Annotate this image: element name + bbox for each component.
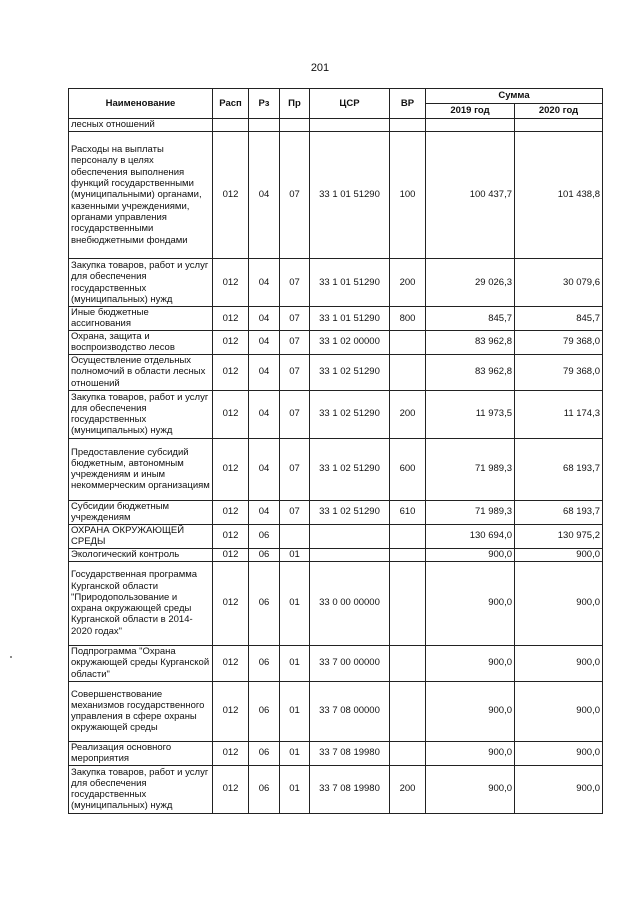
table-cell-name: Закупка товаров, работ и услуг для обеспечения государственных (муниципальных) нужд	[69, 259, 213, 307]
table-cell-rz	[249, 119, 280, 132]
table-row	[69, 132, 603, 259]
table-cell-pr: 07	[280, 307, 310, 331]
col-header-rasp: Расп	[213, 89, 249, 119]
table-cell-pr: 07	[280, 330, 310, 354]
table-cell-2019: 845,7	[426, 307, 515, 331]
table-row	[69, 741, 603, 765]
table-cell-2020: 900,0	[515, 741, 603, 765]
table-cell-csr	[310, 548, 390, 561]
table-cell-2019: 83 962,8	[426, 354, 515, 390]
table-cell-name: Закупка товаров, работ и услуг для обеспечения государственных (муниципальных) нужд	[69, 765, 213, 813]
table-cell-vr: 610	[390, 500, 426, 524]
table-cell-2020: 101 438,8	[515, 132, 603, 259]
table-row	[69, 548, 603, 561]
table-cell-name: Осуществление отдельных полномочий в области лесных отношений	[69, 354, 213, 390]
table-cell-csr: 33 1 02 51290	[310, 390, 390, 438]
table-cell-csr: 33 1 02 00000	[310, 330, 390, 354]
table-cell-2019: 83 962,8	[426, 330, 515, 354]
table-cell-2020: 900,0	[515, 765, 603, 813]
table-cell-rz: 06	[249, 561, 280, 645]
table-cell-rz: 04	[249, 330, 280, 354]
table-cell-csr: 33 7 00 00000	[310, 645, 390, 681]
table-cell-pr: 01	[280, 681, 310, 741]
table-cell-2019: 29 026,3	[426, 259, 515, 307]
col-header-csr: ЦСР	[310, 89, 390, 119]
table-cell-rasp: 012	[213, 259, 249, 307]
table-cell-2019: 900,0	[426, 741, 515, 765]
table-cell-rasp: 012	[213, 561, 249, 645]
table-cell-pr: 01	[280, 561, 310, 645]
table-row	[69, 524, 603, 548]
table-cell-2019: 71 989,3	[426, 438, 515, 500]
table-cell-2019: 900,0	[426, 561, 515, 645]
table-cell-2019: 130 694,0	[426, 524, 515, 548]
table-row	[69, 645, 603, 681]
table-cell-pr: 01	[280, 645, 310, 681]
table-cell-vr: 200	[390, 259, 426, 307]
col-header-pr: Пр	[280, 89, 310, 119]
table-cell-pr: 01	[280, 741, 310, 765]
table-cell-2020: 845,7	[515, 307, 603, 331]
table-cell-vr	[390, 645, 426, 681]
table-cell-name: Иные бюджетные ассигнования	[69, 307, 213, 331]
col-header-name: Наименование	[69, 89, 213, 119]
table-cell-2019: 11 973,5	[426, 390, 515, 438]
table-cell-2019	[426, 119, 515, 132]
table-cell-rasp: 012	[213, 548, 249, 561]
col-header-2019: 2019 год	[426, 104, 515, 119]
table-cell-vr: 600	[390, 438, 426, 500]
table-row	[69, 354, 603, 390]
table-row	[69, 259, 603, 307]
table-cell-vr: 100	[390, 132, 426, 259]
table-cell-rz: 06	[249, 645, 280, 681]
table-row	[69, 390, 603, 438]
table-cell-pr: 07	[280, 259, 310, 307]
table-cell-csr: 33 1 02 51290	[310, 354, 390, 390]
table-cell-vr	[390, 561, 426, 645]
table-cell-name: Закупка товаров, работ и услуг для обеспечения государственных (муниципальных) нужд	[69, 390, 213, 438]
table-cell-vr	[390, 548, 426, 561]
table-cell-rasp: 012	[213, 765, 249, 813]
table-cell-2020	[515, 119, 603, 132]
table-cell-name: Совершенствование механизмов государственного управления в сфере охраны окружающей среды	[69, 681, 213, 741]
table-cell-pr	[280, 524, 310, 548]
table-cell-csr: 33 7 08 00000	[310, 681, 390, 741]
table-cell-2020: 900,0	[515, 645, 603, 681]
table-cell-csr: 33 1 01 51290	[310, 132, 390, 259]
table-cell-csr: 33 1 01 51290	[310, 307, 390, 331]
table-row	[69, 561, 603, 645]
table-cell-2020: 130 975,2	[515, 524, 603, 548]
table-cell-rz: 06	[249, 741, 280, 765]
table-cell-pr: 01	[280, 765, 310, 813]
table-cell-vr: 200	[390, 765, 426, 813]
table-cell-vr	[390, 524, 426, 548]
table-cell-pr: 07	[280, 438, 310, 500]
table-cell-2019: 900,0	[426, 548, 515, 561]
table-cell-rz: 04	[249, 259, 280, 307]
table-cell-rz: 04	[249, 438, 280, 500]
table-cell-2020: 68 193,7	[515, 438, 603, 500]
table-row	[69, 119, 603, 132]
table-cell-pr: 07	[280, 390, 310, 438]
table-cell-rasp: 012	[213, 741, 249, 765]
table-cell-csr: 33 1 02 51290	[310, 438, 390, 500]
table-cell-vr: 800	[390, 307, 426, 331]
budget-table	[68, 88, 603, 814]
table-cell-csr	[310, 119, 390, 132]
table-cell-rasp: 012	[213, 500, 249, 524]
table-cell-rasp: 012	[213, 330, 249, 354]
table-cell-rasp: 012	[213, 132, 249, 259]
table-cell-csr: 33 1 02 51290	[310, 500, 390, 524]
table-cell-2020: 900,0	[515, 548, 603, 561]
table-row	[69, 765, 603, 813]
col-header-2020: 2020 год	[515, 104, 603, 119]
table-cell-pr: 07	[280, 500, 310, 524]
table-cell-csr: 33 0 00 00000	[310, 561, 390, 645]
table-cell-name: ОХРАНА ОКРУЖАЮЩЕЙ СРЕДЫ	[69, 524, 213, 548]
table-row	[69, 330, 603, 354]
col-header-sum: Сумма	[426, 89, 603, 104]
table-cell-vr	[390, 119, 426, 132]
table-cell-pr: 07	[280, 354, 310, 390]
table-cell-2020: 11 174,3	[515, 390, 603, 438]
table-cell-name: Субсидии бюджетным учреждениям	[69, 500, 213, 524]
table-cell-rz: 04	[249, 390, 280, 438]
table-cell-name: Реализация основного мероприятия	[69, 741, 213, 765]
table-cell-rz: 04	[249, 307, 280, 331]
table-cell-2020: 68 193,7	[515, 500, 603, 524]
table-cell-rasp	[213, 119, 249, 132]
table-cell-vr	[390, 354, 426, 390]
table-cell-pr: 01	[280, 548, 310, 561]
table-cell-2020: 79 368,0	[515, 330, 603, 354]
table-cell-2020: 900,0	[515, 561, 603, 645]
table-cell-rz: 06	[249, 524, 280, 548]
table-cell-name: Государственная программа Курганской области "Природопользование и охрана окружающей среды Курганской области в 2014-2020 годах"	[69, 561, 213, 645]
table-cell-name: Охрана, защита и воспроизводство лесов	[69, 330, 213, 354]
table-cell-rz: 04	[249, 354, 280, 390]
stray-dot	[10, 656, 12, 658]
table-cell-vr	[390, 681, 426, 741]
table-cell-name: Расходы на выплаты персоналу в целях обеспечения выполнения функций государственными (муниципальными) органами, казенными учреждениями, органами управления государственными внебюджетными фондами	[69, 132, 213, 259]
table-cell-pr	[280, 119, 310, 132]
table-cell-rasp: 012	[213, 438, 249, 500]
table-cell-csr	[310, 524, 390, 548]
table-cell-name: Экологический контроль	[69, 548, 213, 561]
table-cell-2019: 100 437,7	[426, 132, 515, 259]
table-row	[69, 438, 603, 500]
table-cell-name: Предоставление субсидий бюджетным, автономным учреждениям и иным некоммерческим организациям	[69, 438, 213, 500]
col-header-vr: ВР	[390, 89, 426, 119]
table-cell-2019: 900,0	[426, 681, 515, 741]
table-cell-name: лесных отношений	[69, 119, 213, 132]
table-cell-rasp: 012	[213, 307, 249, 331]
table-cell-rasp: 012	[213, 681, 249, 741]
table-cell-2020: 30 079,6	[515, 259, 603, 307]
table-cell-2020: 900,0	[515, 681, 603, 741]
table-cell-rz: 06	[249, 548, 280, 561]
table-row	[69, 307, 603, 331]
table-cell-rz: 04	[249, 500, 280, 524]
table-cell-rasp: 012	[213, 645, 249, 681]
table-cell-name: Подпрограмма "Охрана окружающей среды Курганской области"	[69, 645, 213, 681]
table-cell-rz: 06	[249, 765, 280, 813]
table-row	[69, 681, 603, 741]
table-cell-vr	[390, 330, 426, 354]
table-cell-rz: 06	[249, 681, 280, 741]
table-cell-csr: 33 7 08 19980	[310, 765, 390, 813]
table-cell-2019: 900,0	[426, 645, 515, 681]
page-number: 201	[310, 62, 330, 74]
table-cell-2019: 71 989,3	[426, 500, 515, 524]
table-cell-rasp: 012	[213, 390, 249, 438]
col-header-rz: Рз	[249, 89, 280, 119]
table-cell-csr: 33 1 01 51290	[310, 259, 390, 307]
table-cell-pr: 07	[280, 132, 310, 259]
table-cell-2020: 79 368,0	[515, 354, 603, 390]
table-cell-vr	[390, 741, 426, 765]
table-cell-csr: 33 7 08 19980	[310, 741, 390, 765]
table-cell-rasp: 012	[213, 354, 249, 390]
table-cell-vr: 200	[390, 390, 426, 438]
table-row	[69, 500, 603, 524]
table-cell-rz: 04	[249, 132, 280, 259]
table-cell-rasp: 012	[213, 524, 249, 548]
table-cell-2019: 900,0	[426, 765, 515, 813]
